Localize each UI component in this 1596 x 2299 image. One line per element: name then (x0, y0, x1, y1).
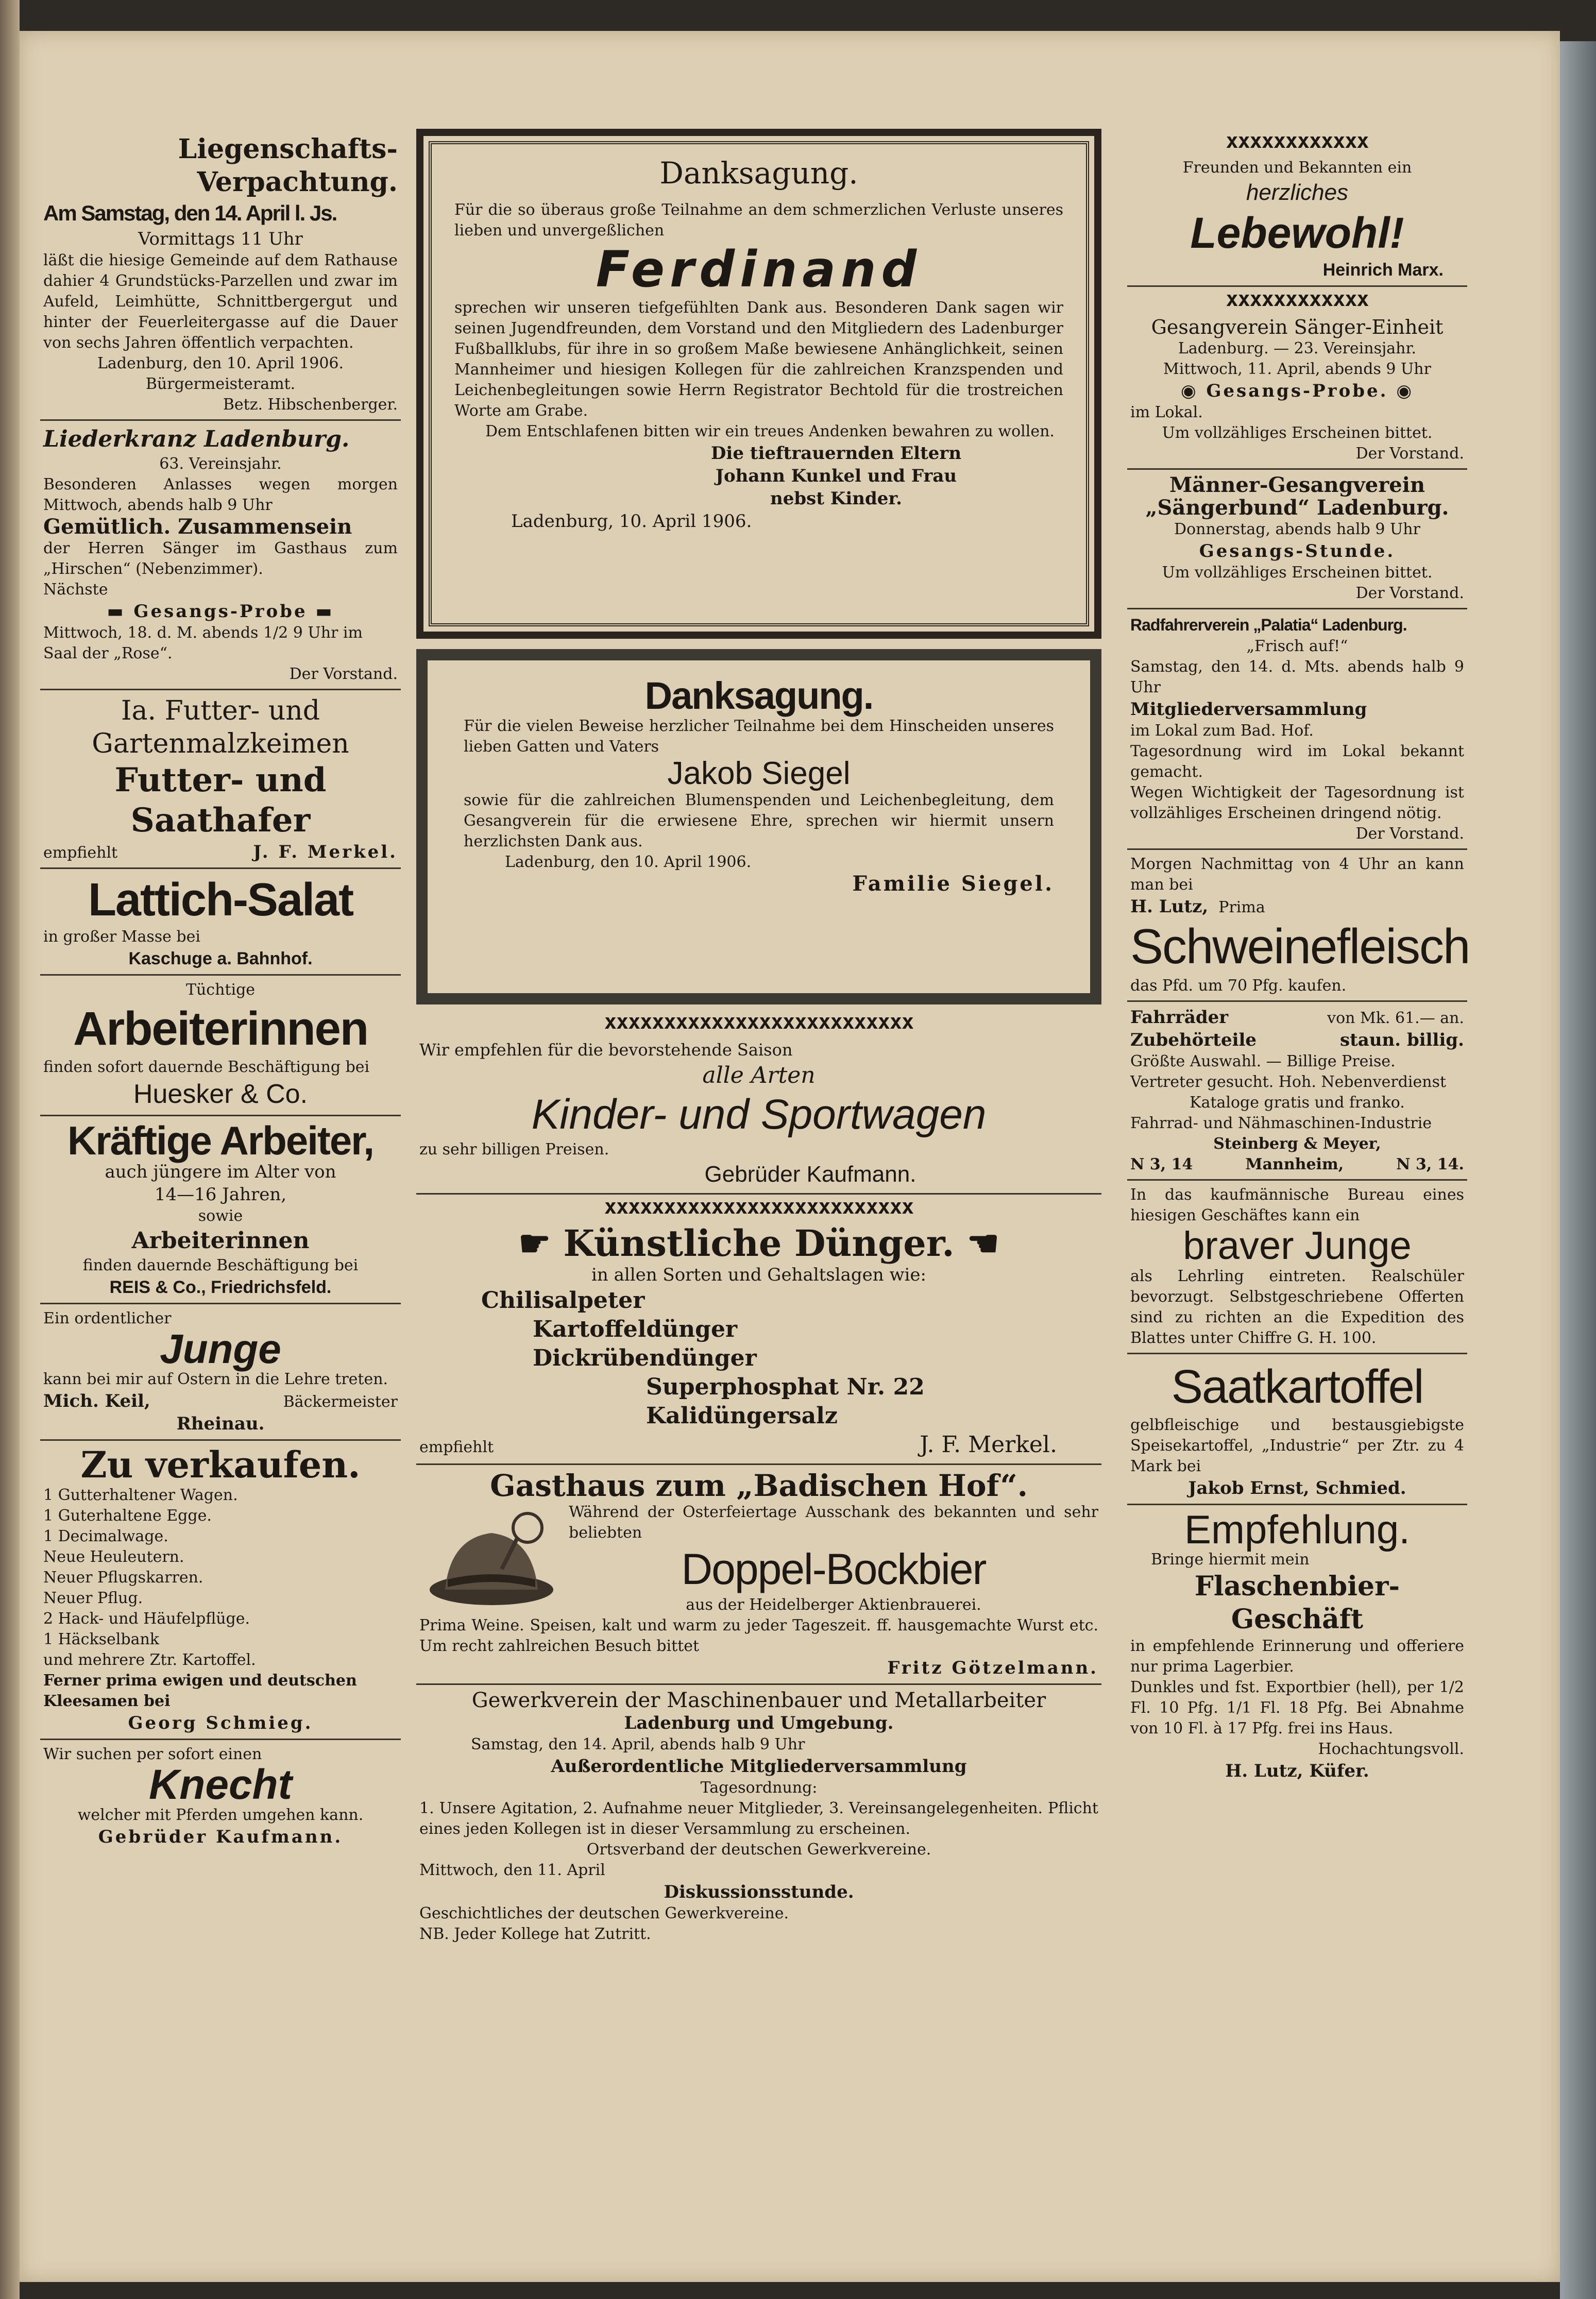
ad-title: Schweinefleisch (1130, 919, 1470, 974)
ad-item: 1 Guterhaltene Egge. (43, 1507, 212, 1525)
ad-title: Knecht (149, 1761, 292, 1808)
ad-item: Superphosphat Nr. 22 (646, 1374, 925, 1400)
ad-liegenschaft (40, 129, 401, 421)
ad-title: Künstliche Dünger. (563, 1222, 955, 1265)
ad-title: Lattich-Salat (88, 874, 353, 926)
ad-braver-junge (1127, 1181, 1467, 1354)
ad-signature: Familie Siegel. (852, 872, 1054, 896)
ad-signature: Johann Kunkel und Frau (715, 466, 957, 486)
ad-body: Fahrrad- und Nähmaschinen-Industrie (1130, 1114, 1432, 1132)
ad-title: Gartenmalzkeimen (92, 728, 349, 759)
ad-item: Chilisalpeter (481, 1287, 645, 1314)
ad-item: Zubehörteile (1130, 1030, 1257, 1050)
ad-body: der Herren Sänger im Gasthaus zum „Hirschen“ (Nebenzimmer). (43, 539, 398, 578)
ad-title: Kinder- und Sportwagen (531, 1091, 987, 1138)
ad-price: von Mk. 61.— an. (1327, 1009, 1464, 1027)
ad-place: im Lokal. (1130, 403, 1203, 421)
ad-subtitle: Ladenburg und Umgebung. (624, 1713, 894, 1733)
ad-pre: Ein ordentlicher (43, 1309, 172, 1327)
ad-name: H. Lutz, Küfer. (1225, 1761, 1369, 1781)
ad-title: Empfehlung. (1184, 1507, 1410, 1552)
ad-title: Gasthaus zum „Badischen Hof“. (490, 1468, 1028, 1503)
ad-name: Ferdinand (596, 241, 922, 298)
ad-fahrraeder (1127, 1002, 1467, 1181)
ad-body: Um vollzähliges Erscheinen bittet. (1162, 564, 1433, 582)
ad-name: Georg Schmieg. (128, 1713, 313, 1733)
ad-item: Neuer Pflug. (43, 1589, 143, 1607)
ad-date: Mittwoch, den 11. April (419, 1861, 605, 1879)
ad-title: Flaschenbier- (1194, 1571, 1400, 1602)
ad-name: Jakob Ernst, Schmied. (1188, 1478, 1406, 1498)
ad-address: N 3, 14. (1396, 1155, 1464, 1173)
hat-illustration-icon (425, 1507, 558, 1610)
ad-body-text: Wir empfehlen für die bevorstehende Saison (419, 1040, 793, 1060)
ad-body: Während der Osterfeiertage Ausschank des bekannten und sehr beliebten (569, 1503, 1098, 1542)
ad-body: als Lehrling eintreten. Realschüler bevorzugt. Selbstgeschriebene Offerten sind zu richten an die Expedition des Blattes unter Chiffre G. H. 100. (1130, 1267, 1464, 1347)
ad-gasthaus (416, 1465, 1101, 1685)
ad-body: in großer Masse bei (43, 928, 200, 946)
ad-meeting: Mitgliederversammlung (1130, 699, 1367, 720)
ad-title: Männer-Gesangverein (1169, 473, 1425, 497)
ad-place: Rheinau. (176, 1414, 265, 1434)
ad-title: Geschäft (1231, 1604, 1364, 1635)
ad-saenger-einheit (1127, 312, 1467, 470)
ad-place-date: Ladenburg, den 10. April 1906. (97, 354, 344, 372)
ad-body: Für die vielen Beweise herzlicher Teilnahme bei dem Hinscheiden unseres lieben Gatten und Vaters (464, 717, 1054, 756)
ad-pre: Bringe hiermit mein (1151, 1551, 1310, 1569)
ad-danksagung-siegel (416, 649, 1101, 1004)
ad-address: N 3, 14 (1130, 1155, 1193, 1173)
ad-name: Jakob Siegel (667, 756, 851, 791)
ad-firm: Steinberg & Meyer, (1213, 1135, 1381, 1153)
ad-name: H. Lutz, (1130, 896, 1209, 917)
ad-sowie: sowie (198, 1207, 243, 1225)
ad-place: im Lokal zum Bad. Hof. (1130, 722, 1314, 740)
ad-ortsverband: Ortsverband der deutschen Gewerkvereine. (586, 1841, 931, 1859)
ad-title: Gesangverein Sänger-Einheit (1151, 316, 1444, 338)
ad-item: Neuer Pflugskarren. (43, 1569, 203, 1587)
ad-liederkranz (40, 421, 401, 690)
ad-name: J. F. Merkel. (920, 1432, 1057, 1458)
ad-body: Dem Entschlafenen bitten wir ein treues Andenken bewahren zu wollen. (485, 422, 1055, 440)
pointing-hand-icon: ☛ (518, 1222, 564, 1265)
ad-name: Kaschuge a. Bahnhof. (128, 949, 313, 968)
ad-trade: Bäckermeister (283, 1393, 398, 1411)
ad-item: 1 Decimalwage. (43, 1527, 168, 1545)
ad-signature: Betz. Hibschenberger. (223, 396, 398, 414)
ad-item: 1 Häckselbank (43, 1630, 159, 1648)
ad-regards: Hochachtungsvoll. (1318, 1740, 1464, 1758)
ornament-icon: ◉ (1388, 381, 1414, 401)
ad-body: welcher mit Pferden umgehen kann. (77, 1806, 364, 1824)
ad-body: gelbfleischige und bestausgiebigste Speisekartoffel, „Industrie“ per Ztr. zu 4 Mark bei (1130, 1416, 1464, 1475)
ad-title: Lebewohl! (1190, 209, 1404, 257)
ad-body: finden sofort dauernde Beschäftigung bei (43, 1058, 370, 1076)
ad-title: „Sängerbund“ Ladenburg. (1145, 496, 1449, 520)
ad-date: Samstag, den 14. April, abends halb 9 Uhr (471, 1735, 805, 1753)
ad-date: Am Samstag, den 14. April l. Js. (43, 201, 337, 225)
ad-junge (40, 1304, 401, 1441)
ad-body: kann bei mir auf Ostern in die Lehre treten. (43, 1370, 388, 1388)
ad-gewerkverein (416, 1685, 1101, 1949)
ad-agenda: 1. Unsere Agitation, 2. Aufnahme neuer Mitglieder, 3. Vereinsangelegenheiten. Pflicht eines jeden Kollegen ist in dieser Versammlung zu erscheinen. (419, 1799, 1098, 1838)
ad-body: finden dauernde Beschäftigung bei (82, 1256, 359, 1274)
ad-beer: Doppel-Bockbier (681, 1545, 986, 1593)
ad-signature: Der Vorstand. (289, 665, 398, 683)
left-column (40, 129, 401, 1852)
ad-lattich (40, 869, 401, 976)
ad-schweinefleisch (1127, 850, 1470, 1002)
ad-pre: Wir suchen per sofort einen (43, 1745, 262, 1763)
ad-body: sowie für die zahlreichen Blumenspenden und Leichenbegleitung, dem Gesangverein für die erwiesene Ehre, sprechen wir hiermit unsern herzlichsten Dank aus. (464, 791, 1054, 850)
ad-age: 14—16 Jahren, (154, 1184, 287, 1205)
ad-name: Mich. Keil, (43, 1391, 150, 1411)
ad-body: in empfehlende Erinnerung und offeriere nur prima Lagerbier. (1130, 1637, 1464, 1676)
ad-body: Wegen Wichtigkeit der Tagesordnung ist vollzähliges Erscheinen dringend nötig. (1130, 784, 1464, 822)
ad-firm: Gebrüder Kaufmann. (704, 1162, 916, 1187)
pointing-hand-icon: ☚ (954, 1222, 999, 1265)
ad-date: Samstag, den 14. d. Mts. abends halb 9 Uhr (1130, 658, 1464, 696)
ad-body: Ferner prima ewigen und deutschen Kleesamen bei (43, 1672, 357, 1710)
ad-price: staun. billig. (1339, 1030, 1464, 1050)
ad-agenda-title: Tagesordnung: (700, 1779, 818, 1797)
ad-title: Radfahrerverein „Palatia“ Ladenburg. (1130, 616, 1407, 634)
ad-lebewohl (1127, 154, 1467, 287)
ad-price: das Pfd. um 70 Pfg. kaufen. (1130, 977, 1347, 995)
ad-item: Neue Heuleutern. (43, 1548, 184, 1566)
ad-body: Prima Weine. Speisen, kalt und warm zu jeder Tageszeit. ff. hausgemachte Wurst etc. Um recht zahlreichen Besuch bittet (419, 1616, 1098, 1655)
ad-title: Ia. Futter- und (121, 695, 320, 726)
ad-subtitle: herzliches (1246, 180, 1349, 205)
ad-palatia (1127, 609, 1467, 850)
ad-body: Für die so überaus große Teilnahme an dem schmerzlichen Verluste unseres lieben und unvergeßlichen (454, 201, 1063, 240)
ad-title: Futter- und (114, 761, 327, 799)
ad-danksagung-kunkel (416, 129, 1101, 639)
ad-body: zu sehr billigen Preisen. (419, 1140, 609, 1159)
ad-body: auch jüngere im Alter von (105, 1162, 336, 1182)
ad-title: Saathafer (130, 801, 311, 840)
ad-office: Bürgermeisteramt. (145, 375, 296, 393)
ad-signature: Der Vorstand. (1355, 584, 1464, 602)
ornament-icon: ▬ (307, 601, 334, 622)
ad-title: Arbeiterinnen (131, 1228, 310, 1254)
ad-body: läßt die hiesige Gemeinde auf dem Rathause dahier 4 Grundstücks-Parzellen und zwar im Aufeld, Leimhütte, Schnittbergergut und hinter der Feuerleitergasse auf die Dauer von sechs Jahren öffentlich verpachten. (43, 251, 398, 352)
ad-heading: Gemütlich. Zusammensein (43, 515, 352, 539)
ad-body: Dunkles und fst. Exportbier (hell), per 1/2 Fl. 10 Pfg. 1/1 Fl. 18 Pfg. Bei Abnahme von 10 Fl. à 17 Pfg. frei ins Haus. (1130, 1678, 1464, 1738)
ornament-icon: ▬ (107, 601, 134, 622)
ornament-divider: xxxxxxxxxxxxxxxxxxxxxxxxxx (604, 1195, 914, 1219)
ad-probe (1130, 380, 1464, 402)
ad-year: Ladenburg. — 23. Vereinsjahr. (1178, 339, 1417, 357)
ad-city: Mannheim, (1245, 1155, 1344, 1173)
newspaper-page (20, 31, 1560, 2282)
ad-brewery: aus der Heidelberger Aktienbrauerei. (686, 1596, 981, 1614)
page-binding-edge (0, 0, 20, 2299)
ad-pre: Tüchtige (185, 981, 256, 999)
ad-place-date: Ladenburg, 10. April 1906. (511, 511, 752, 532)
ornament-icon: ◉ (1180, 381, 1207, 401)
ad-kraeftige (40, 1116, 401, 1304)
ad-year: 63. Vereinsjahr. (159, 455, 282, 473)
ad-next: Nächste (43, 581, 108, 599)
ad-title: Liederkranz Ladenburg. (43, 426, 350, 452)
ad-firm: REIS & Co., Friedrichsfeld. (109, 1278, 332, 1297)
ad-date: Donnerstag, abends halb 9 Uhr (1174, 520, 1420, 538)
ad-futter (40, 690, 401, 869)
ad-body: Um vollzähliges Erscheinen bittet. (1162, 424, 1433, 442)
ad-empfehlung (1127, 1505, 1467, 1786)
ad-place-date: Ladenburg, den 10. April 1906. (505, 853, 752, 871)
ad-name: Gebrüder Kaufmann. (98, 1827, 343, 1847)
ad-body: sprechen wir unseren tiefgefühlten Dank aus. Besonderen Dank sagen wir seinen Jugendfreunden, dem Vorstand und den Mitgliedern des Ladenburger Fußballklubs, für ihre in so großem Maße bewiesene Anhänglichkeit, seinen Mannheimer und hiesigen Kollegen für die zahlreichen Kranzspenden und Leichenbegleitungen sowie Herrn Registrator Bechtold für die trostreichen Worte am Grabe. (454, 299, 1063, 420)
ad-name: Fritz Götzelmann. (887, 1658, 1098, 1678)
ad-item: 2 Hack- und Häufelpflüge. (43, 1610, 250, 1628)
ad-kinderwagen (416, 1034, 1101, 1195)
ad-body: Morgen Nachmittag von 4 Uhr an kann man bei (1130, 855, 1464, 894)
ad-item: Kalidüngersalz (646, 1403, 838, 1429)
ad-title: Danksagung. (644, 674, 873, 717)
ad-meeting: Außerordentliche Mitgliederversammlung (551, 1756, 967, 1777)
ad-title: Liegenschafts- (178, 133, 398, 165)
ad-knecht (40, 1740, 401, 1852)
ad-probe (43, 600, 398, 623)
ornament-divider: xxxxxxxxxxxx (1226, 287, 1369, 311)
ad-item: Kartoffeldünger (533, 1316, 738, 1342)
ad-date: Mittwoch, 11. April, abends 9 Uhr (1163, 360, 1431, 378)
ad-body: Kataloge gratis und franko. (1190, 1094, 1405, 1112)
ad-body: Mittwoch, 18. d. M. abends 1/2 9 Uhr im Saal der „Rose“. (43, 624, 363, 662)
ad-recommends: empfiehlt (43, 844, 118, 862)
ad-name: J. F. Merkel. (253, 842, 398, 862)
right-column (1127, 129, 1470, 1786)
ad-signature: nebst Kinder. (770, 488, 903, 509)
ad-title: Zu verkaufen. (80, 1443, 361, 1486)
ad-signature: Der Vorstand. (1355, 445, 1464, 463)
ad-body: Tagesordnung wird im Lokal bekannt gemacht. (1130, 742, 1464, 781)
ad-subtitle: alle Arten (702, 1062, 816, 1088)
ad-time: Vormittags 11 Uhr (138, 229, 303, 249)
ad-title: Verpachtung. (197, 166, 398, 198)
ad-title: Gewerkverein der Maschinenbauer und Metallarbeiter (471, 1689, 1046, 1712)
book-cover-edge (1560, 41, 1596, 2299)
ad-title: Kräftige Arbeiter, (67, 1118, 373, 1163)
ad-probe-text: Gesangs-Probe (133, 601, 308, 622)
ad-motto: „Frisch auf!“ (1246, 637, 1348, 655)
ornament-divider: xxxxxxxxxxxx (1226, 129, 1369, 153)
ornament-divider: xxxxxxxxxxxxxxxxxxxxxxxxxx (604, 1010, 914, 1034)
ad-body: In das kaufmännische Bureau eines hiesigen Geschäftes kann ein (1130, 1186, 1464, 1224)
ad-item: und mehrere Ztr. Kartoffel. (43, 1651, 256, 1669)
ad-body: Freunden und Bekannten ein (1182, 159, 1412, 177)
ad-verkaufen (40, 1441, 401, 1740)
ad-title: Junge (160, 1326, 281, 1372)
ad-body: in allen Sorten und Gehaltslagen wie: (591, 1265, 927, 1285)
ad-heading: Gesangs-Stunde. (1199, 541, 1396, 561)
ad-signature: Der Vorstand. (1355, 825, 1464, 843)
ad-probe-text: Gesangs-Probe. (1206, 381, 1388, 401)
ad-topic: Geschichtliches der deutschen Gewerkvereine. (419, 1904, 789, 1922)
ad-title: braver Junge (1183, 1224, 1412, 1268)
middle-column (416, 129, 1101, 1949)
ad-title: Arbeiterinnen (73, 1002, 368, 1055)
ad-item: 1 Gutterhaltener Wagen. (43, 1486, 238, 1504)
ad-body: Größte Auswahl. — Billige Preise. (1130, 1052, 1396, 1070)
ad-title: Danksagung. (659, 156, 858, 191)
ad-duenger (416, 1219, 1101, 1465)
ad-arbeiterinnen (40, 976, 401, 1116)
ad-firm: Huesker & Co. (133, 1079, 308, 1109)
ad-prima: Prima (1218, 898, 1265, 916)
ad-note: NB. Jeder Kollege hat Zutritt. (419, 1925, 651, 1943)
ad-body: Besonderen Anlasses wegen morgen Mittwoch, abends halb 9 Uhr (43, 475, 398, 514)
ad-saatkartoffel (1127, 1354, 1467, 1505)
ad-title: Saatkartoffel (1171, 1360, 1423, 1413)
ad-heading: Diskussionsstunde. (664, 1882, 854, 1902)
ad-signature: Die tieftrauernden Eltern (710, 443, 962, 464)
ad-title-row (419, 1223, 1098, 1264)
ad-recommends: empfiehlt (419, 1438, 494, 1456)
ad-name: Heinrich Marx. (1322, 260, 1444, 280)
ad-body (419, 1038, 1098, 1061)
ad-saengerbund (1127, 470, 1467, 609)
ad-item: Fahrräder (1130, 1007, 1229, 1028)
ad-body: Vertreter gesucht. Hoh. Nebenverdienst (1130, 1073, 1447, 1091)
ad-item: Dickrübendünger (533, 1345, 757, 1371)
